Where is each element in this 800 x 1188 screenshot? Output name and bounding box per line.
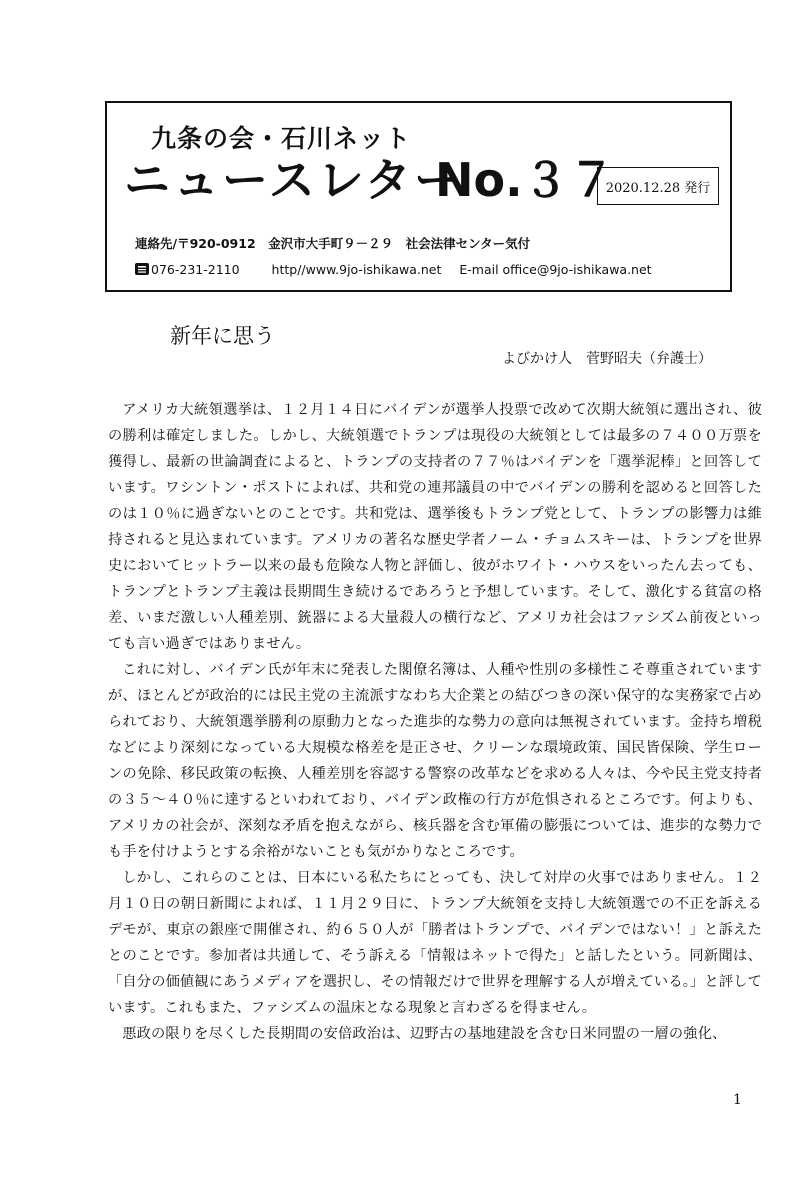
contact-address: 連絡先/〒920-0912 金沢市大手町９－２９ 社会法律センター気付 xyxy=(135,236,531,251)
paragraph: しかし、これらのことは、日本にいる私たちにとっても、決して対岸の火事ではありません。１２月１０日の朝日新聞によれば、１１月２９日に、トランプ大統領を支持し大統領選での不正を訴えるデモが、東京の銀座で開催され、約６５０人が「勝者はトランプで、バイデンではない！」と訴えたとのことです。参加者は共通して、そう訴える「情報はネットで得た」と話したという。同新聞は、「自分の価値観にあうメディアを選択し、その情報だけで世界を理解する人が増えている。」と評しています。これもまた、ファシズムの温床となる現象と言わざるを得ません。 xyxy=(108,870,762,1016)
newsletter-masthead xyxy=(105,101,732,292)
organization-name: 九条の会・石川ネット xyxy=(151,124,412,153)
phone xyxy=(135,262,254,277)
paragraph: 悪政の限りを尽くした長期間の安倍政治は、辺野古の基地建設を含む日米同盟の一層の強化、 xyxy=(122,1026,727,1042)
phone-icon xyxy=(135,263,149,275)
contact-details xyxy=(135,262,666,277)
page-number: 1 xyxy=(733,1092,742,1108)
issue-date-box xyxy=(597,167,719,205)
paragraph: これに対し、バイデン氏が年末に発表した閣僚名簿は、人種や性別の多様性こそ尊重されていますが、ほとんどが政治的には民主党の主流派すなわち大企業との結びつきの深い保守的な実務家で占められており、大統領選挙勝利の原動力となった進歩的な勢力の意向は無視されています。金持ち増税などにより深刻になっている大規模な格差を是正させ、クリーンな環境政策、国民皆保険、学生ローンの免除、移民政策の転換、人種差別を容認する警察の改革などを求める人々は、今や民主党支持者の３５～４０％に達するといわれており、バイデン政権の行方が危惧されるところです。何よりも、アメリカの社会が、深刻な矛盾を抱えながら、核兵器を含む軍備の膨張については、進歩的な勢力でも手を付けようとする余裕がないことも気がかりなところです。 xyxy=(108,662,762,860)
newsletter-title: ニュースレター xyxy=(124,153,463,207)
issue-date: 2020.12.28 発行 xyxy=(605,180,711,196)
article-title: 新年に思う xyxy=(170,324,275,348)
phone-number: 076-231-2110 xyxy=(151,262,240,277)
article-byline: よびかけ人 菅野昭夫（弁護士） xyxy=(502,351,712,367)
website-link[interactable]: http//www.9jo-ishikawa.net xyxy=(271,262,442,277)
issue-number: No.３７ xyxy=(435,153,615,207)
paragraph: アメリカ大統領選挙は、１２月１４日にバイデンが選挙人投票で改めて次期大統領に選出され、彼の勝利は確定しました。しかし、大統領選でトランプは現役の大統領としては最多の７４００万票を獲得し、最新の世論調査によると、トランプの支持者の７７％はバイデンを「選挙泥棒」と回答しています。ワシントン・ポストによれば、共和党の連邦議員の中でバイデンの勝利を認めると回答したのは１０％に過ぎないとのことです。共和党は、選挙後もトランプ党として、トランプの影響力は維持されると見込まれています。アメリカの著名な歴史学者ノーム・チョムスキーは、トランプを世界史においてヒットラー以来の最も危険な人物と評価し、彼がホワイト・ハウスをいったん去っても、トランプとトランプ主義は長期間生き続けるであろうと予想しています。そして、激化する貧富の格差、いまだ激しい人種差別、銃器による大量殺人の横行など、アメリカ社会はファシズム前夜といっても言い過ぎではありません。 xyxy=(108,402,762,652)
email-link[interactable]: E-mail office@9jo-ishikawa.net xyxy=(459,262,652,277)
article-body xyxy=(108,397,762,1047)
